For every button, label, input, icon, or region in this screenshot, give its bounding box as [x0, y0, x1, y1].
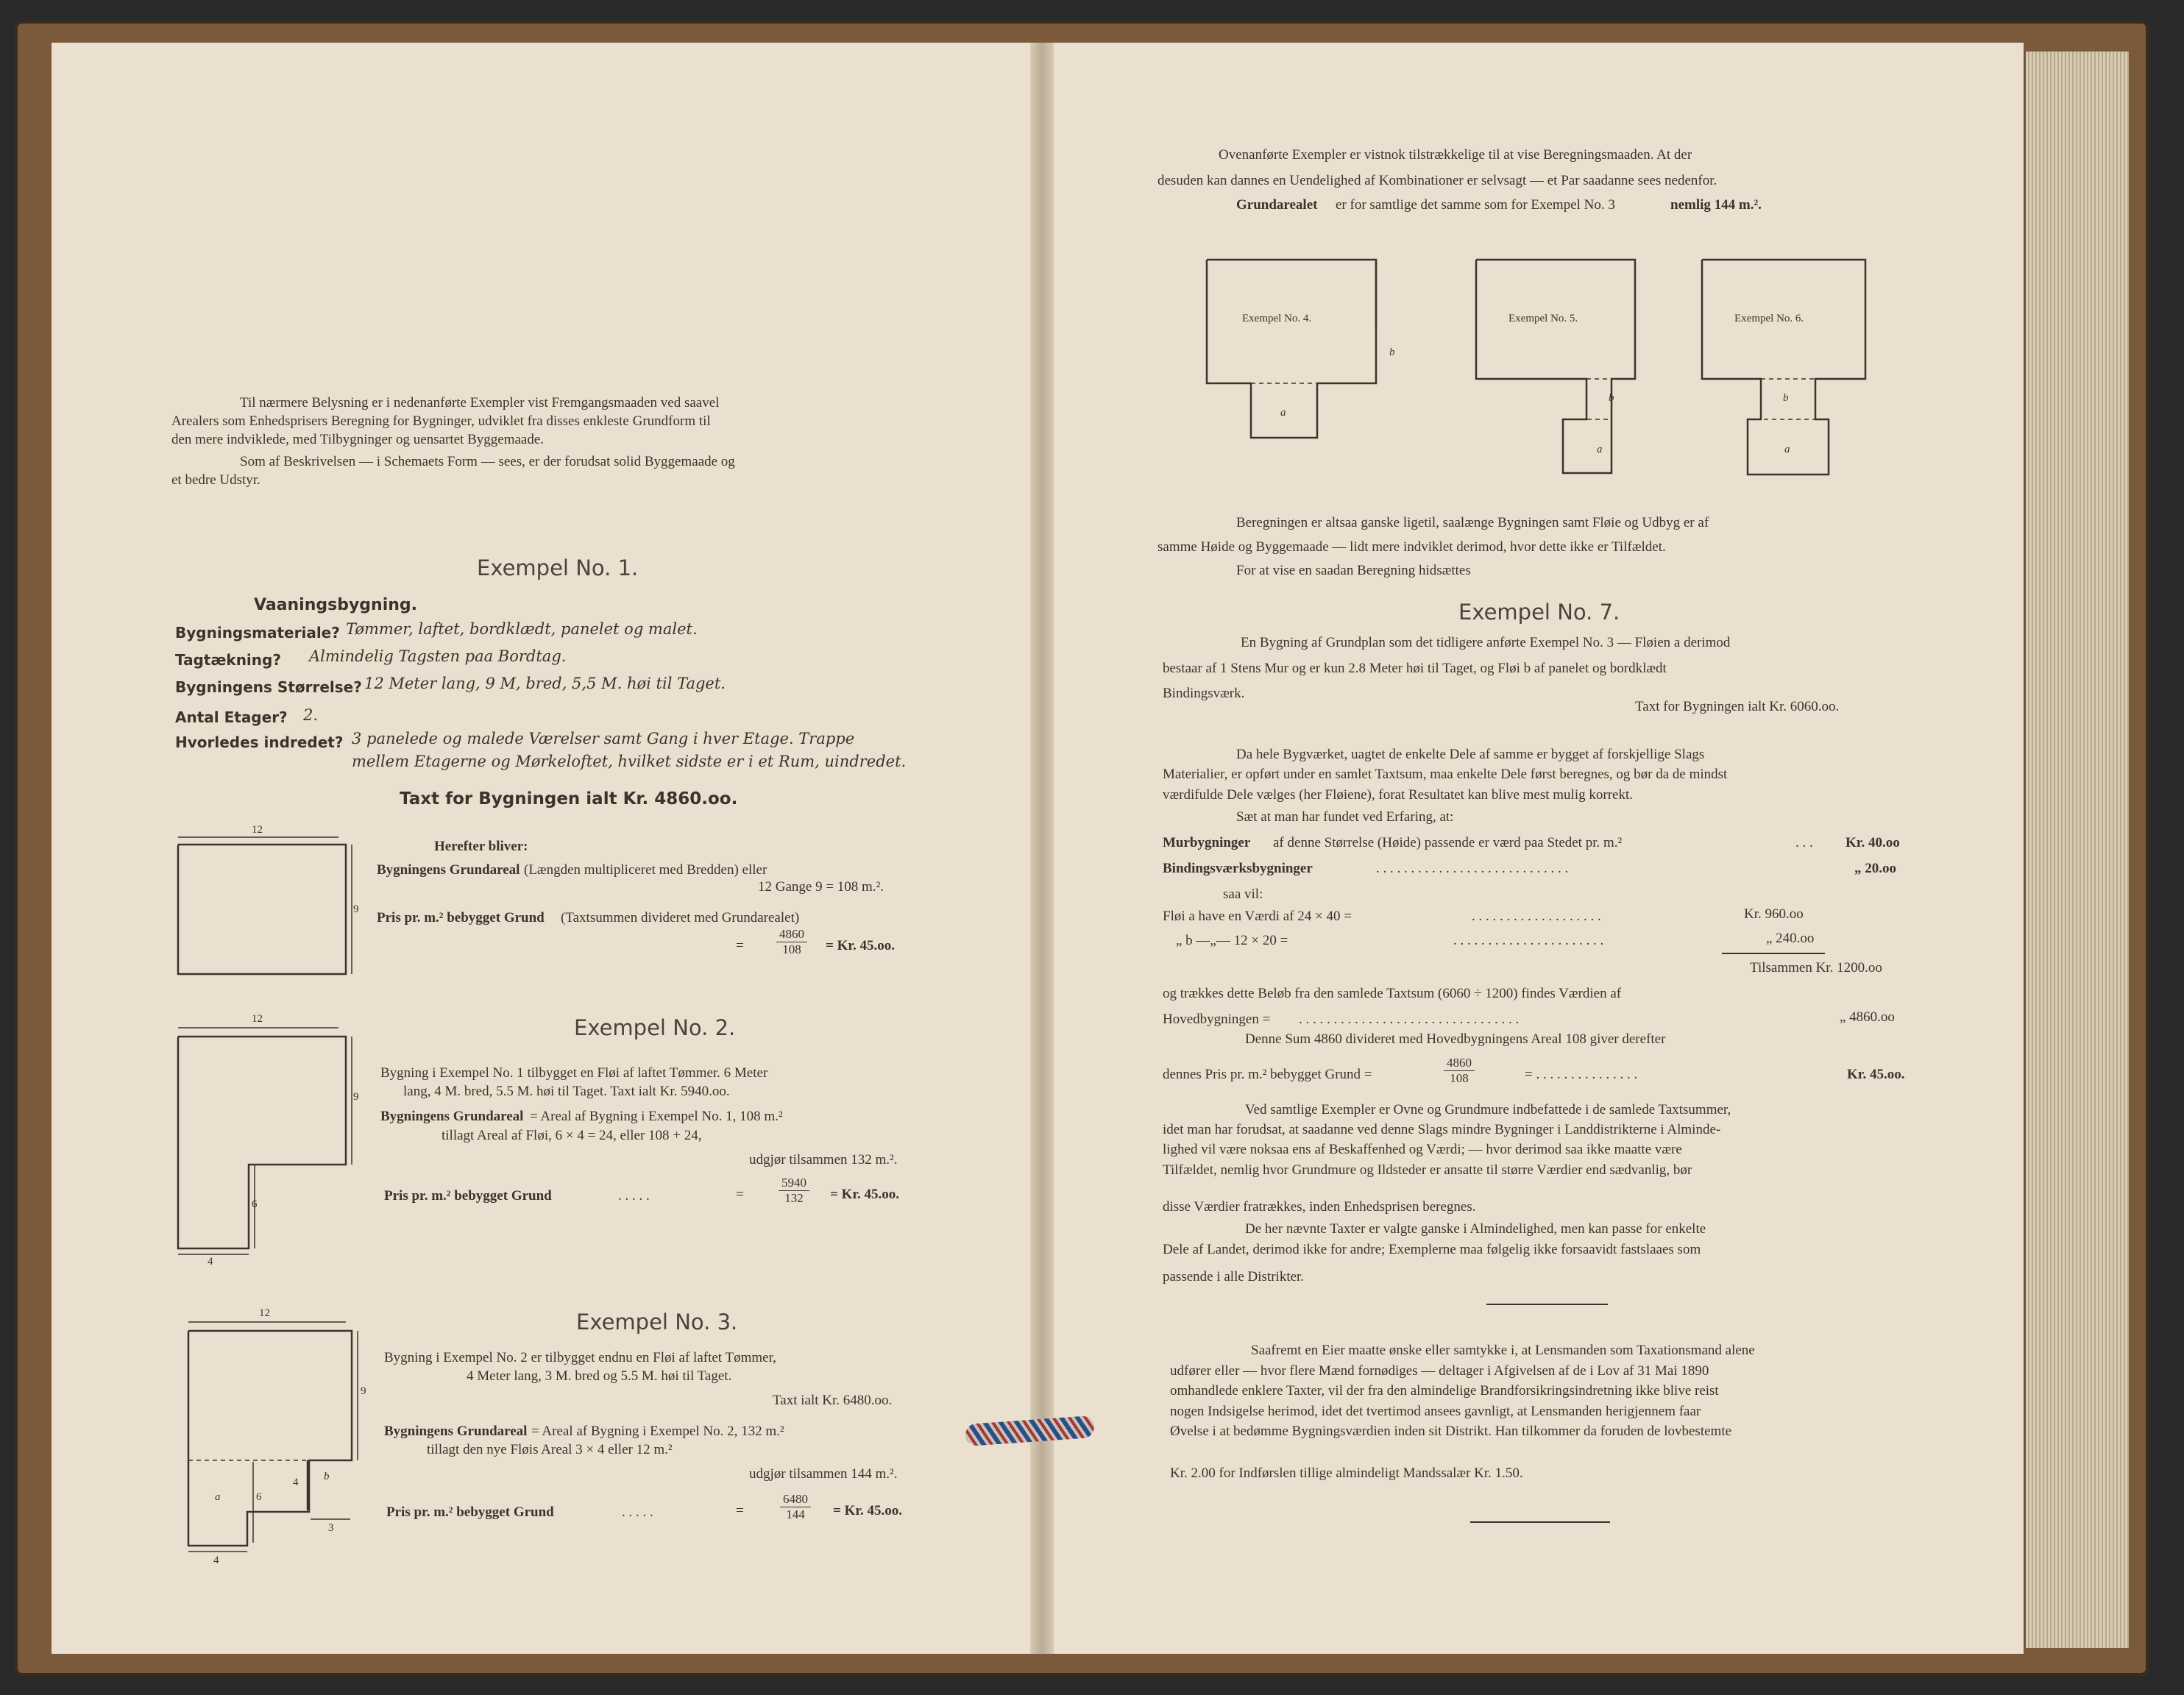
ex1-plan [169, 824, 368, 986]
p3-line: Da hele Bygværket, uagtet de enkelte Dele af samme er bygget af forskjellige Slags [1236, 747, 1705, 762]
p2-line: Beregningen er altsaa ganske ligetil, saalænge Bygningen samt Fløie og Udbyg er af [1236, 515, 1709, 530]
sum-rule [1722, 953, 1825, 954]
ex1-pris-text: (Taxtsummen divideret med Grundarealet) [561, 910, 800, 925]
intro-line: Arealers som Enhedsprisers Beregning for Bygninger, udviklet fra disses enkleste Grundform til [171, 413, 711, 429]
p4-line: passende i alle Distrikter. [1163, 1269, 1305, 1284]
ex3-title: Exempel No. 3. [576, 1310, 738, 1335]
plan-label: a [215, 1491, 221, 1503]
ex3-plan [177, 1306, 375, 1571]
ex7-taxt: Taxt for Bygningen ialt Kr. 6060.oo. [1635, 699, 1840, 714]
dim-label: 12 [252, 824, 263, 836]
p5-line: nogen Indsigelse herimod, idet det tvertimod ansees gavnligt, at Lensmanden herigjennem faar [1170, 1404, 1701, 1419]
ex3-line: udgjør tilsammen 144 m.². [749, 1466, 898, 1482]
floi-b-dots: . . . . . . . . . . . . . . . . . . . . . . [1453, 933, 1604, 948]
ex1-eq: = [736, 938, 744, 953]
ex1-q3: Bygningens Størrelse? [175, 678, 362, 696]
p5-line: Saafremt en Eier maatte ønske eller samtykke i, at Lensmanden som Taxationsmand alene [1251, 1343, 1755, 1358]
ex7-title: Exempel No. 7. [1458, 600, 1620, 625]
plan-title: Exempel No. 5. [1508, 313, 1578, 324]
bind-value: „ 20.oo [1854, 861, 1896, 876]
ex3-line: tillagt den nye Fløis Areal 3 × 4 eller 12 m.² [427, 1442, 673, 1457]
ex7-line: En Bygning af Grundplan som det tidligere anførte Exempel No. 3 — Fløien a derimod [1241, 635, 1731, 650]
ex2-line: tillagt Areal af Fløi, 6 × 4 = 24, eller 108 + 24, [442, 1128, 702, 1143]
trak-value: „ 4860.oo [1840, 1009, 1895, 1025]
dim-label: 9 [353, 903, 359, 915]
mur-dots: . . . [1795, 835, 1813, 850]
sum-dots: = . . . . . . . . . . . . . . . [1525, 1067, 1638, 1082]
ex1-a2: Almindelig Tagsten paa Bordtag. [309, 647, 567, 665]
p2-line: For at vise en saadan Beregning hidsættes [1236, 563, 1471, 578]
p4-line: Dele af Landet, derimod ikke for andre; Exemplerne maa følgelig ikke forsaavidt fastslaaes som [1163, 1242, 1701, 1257]
floi-b: „ b —„— 12 × 20 = [1176, 933, 1288, 948]
intro-line: et bedre Udstyr. [171, 472, 260, 488]
intro-line: Til nærmere Belysning er i nedenanførte Exempler vist Fremgangsmaaden ved saavel [240, 395, 720, 411]
bind-dots: . . . . . . . . . . . . . . . . . . . . . . . . . . . . [1376, 861, 1569, 876]
dim-label: 4 [293, 1477, 299, 1488]
p4-line: disse Værdier fratrækkes, inden Enhedsprisen beregnes. [1163, 1199, 1476, 1215]
ex2-eq: = [736, 1187, 744, 1202]
intro-line: den mere indviklede, med Tilbygninger og uensartet Byggemaade. [171, 432, 545, 447]
ex2-pris-label: Pris pr. m.² bebygget Grund [384, 1188, 552, 1204]
plan-label: b [1389, 347, 1395, 358]
ex1-q2: Tagtækning? [175, 651, 281, 669]
dim-label: 12 [252, 1013, 263, 1025]
fraction-numerator: 4860 [776, 927, 807, 942]
plan-label: b [324, 1471, 330, 1482]
dim-label: 4 [208, 1256, 213, 1268]
p5-line: Kr. 2.00 for Indførslen tillige almindeligt Mandssalær Kr. 1.50. [1170, 1465, 1523, 1481]
grund-rest: er for samtlige det samme som for Exempel No. 3 [1336, 197, 1615, 213]
ex3-grund-label: Bygningens Grundareal [384, 1424, 528, 1439]
ex1-pris-label: Pris pr. m.² bebygget Grund [377, 910, 545, 925]
p4-line: Ved samtlige Exempler er Ovne og Grundmure indbefattede i de samlede Taxtsummer, [1245, 1102, 1731, 1117]
ex1-a3: 12 Meter lang, 9 M, bred, 5,5 M. høi til Taget. [364, 675, 726, 692]
floi-b-value: „ 240.oo [1766, 931, 1815, 946]
ex1-q5: Hvorledes indredet? [175, 733, 344, 751]
section-rule [1486, 1304, 1608, 1305]
ex1-a5b: mellem Etagerne og Mørkeloftet, hvilket sidste er i et Rum, uindredet. [352, 753, 907, 770]
dim-label: 6 [256, 1491, 262, 1503]
fraction-numerator: 5940 [779, 1176, 809, 1191]
page-edges [2024, 51, 2129, 1648]
ex3-fraction [780, 1492, 811, 1522]
ex1-grund-label: Bygningens Grundareal [377, 862, 520, 878]
ex3-line: Bygning i Exempel No. 2 er tilbygget endnu en Fløi af laftet Tømmer, [384, 1350, 776, 1365]
saa-vil: saa vil: [1223, 886, 1263, 902]
grund-bold: Grundarealet [1236, 197, 1318, 213]
sum-line: Denne Sum 4860 divideret med Hovedbygningens Areal 108 giver derefter [1245, 1031, 1666, 1047]
tilsammen: Tilsammen Kr. 1200.oo [1750, 960, 1882, 976]
trak-dots: . . . . . . . . . . . . . . . . . . . . . . . . . . . . . . . . [1299, 1012, 1520, 1027]
ex1-q4: Antal Etager? [175, 708, 288, 726]
ex2-dots: . . . . . [618, 1188, 650, 1204]
p3-line: Sæt at man har fundet ved Erfaring, at: [1236, 809, 1454, 825]
ex3-pris-label: Pris pr. m.² bebygget Grund [386, 1504, 554, 1520]
right-intro-line: Ovenanførte Exempler er vistnok tilstrækkelige til at vise Beregningsmaaden. At der [1219, 147, 1692, 163]
ex2-title: Exempel No. 2. [574, 1015, 736, 1040]
plan-ex6 [1696, 254, 1873, 482]
ex1-grund-text: (Længden multipliceret med Bredden) eller [524, 862, 767, 878]
dim-label: 4 [213, 1554, 219, 1566]
ex2-grund-label: Bygningens Grundareal [380, 1109, 524, 1124]
plan-label: a [1280, 407, 1286, 419]
dim-label: 3 [328, 1522, 334, 1534]
ex2-result: = Kr. 45.oo. [830, 1187, 900, 1202]
plan-title: Exempel No. 4. [1242, 313, 1312, 324]
ex7-line: Bindingsværk. [1163, 686, 1245, 701]
plan-label: b [1783, 392, 1789, 404]
p5-line: Øvelse i at bedømme Bygningsværdien inden sit Distrikt. Han tilkommer da foruden de lovbestemte [1170, 1424, 1732, 1439]
p5-line: udfører eller — hvor flere Mænd fornødiges — deltager i Afgivelsen af de i Lov af 31 Mai 1890 [1170, 1363, 1709, 1379]
book-gutter [1030, 43, 1054, 1654]
ex3-dots: . . . . . [622, 1504, 653, 1520]
ex1-taxt: Taxt for Bygningen ialt Kr. 4860.oo. [400, 789, 738, 809]
p4-line: idet man har forudsat, at saadanne ved denne Slags mindre Bygninger i Landdistrikterne i Alminde- [1163, 1122, 1721, 1137]
fraction-numerator: 6480 [780, 1492, 811, 1507]
dim-label: 6 [252, 1198, 258, 1210]
ex1-fraction [776, 927, 807, 957]
ex2-line: Bygning i Exempel No. 1 tilbygget en Fløi af laftet Tømmer. 6 Meter [380, 1065, 768, 1081]
plan-title: Exempel No. 6. [1734, 313, 1804, 324]
ex2-line: udgjør tilsammen 132 m.². [749, 1152, 898, 1168]
ex2-line: lang, 4 M. bred, 5.5 M. høi til Taget. Taxt ialt Kr. 5940.oo. [403, 1084, 730, 1099]
plan-ex5 [1472, 254, 1648, 482]
p4-line: Tilfældet, nemlig hvor Grundmure og Ildsteder er ansatte til større Værdier end sædvanlig, bør [1163, 1162, 1692, 1178]
plan-label: b [1609, 392, 1614, 404]
ex2-fraction [779, 1176, 809, 1206]
floi-a-dots: . . . . . . . . . . . . . . . . . . . [1472, 909, 1601, 924]
p4-line: De her nævnte Taxter er valgte ganske i Almindelighed, men kan passe for enkelte [1245, 1221, 1706, 1237]
dim-label: 12 [259, 1307, 270, 1319]
fraction-numerator: 4860 [1444, 1056, 1475, 1071]
bind-label: Bindingsværksbygninger [1163, 861, 1313, 876]
intro-line: Som af Beskrivelsen — i Schemaets Form — sees, er der forudsat solid Byggemaade og [240, 454, 735, 469]
ex3-line: = Areal af Bygning i Exempel No. 2, 132 m.² [531, 1424, 784, 1439]
fraction-denominator: 108 [1450, 1071, 1469, 1085]
floi-a-value: Kr. 960.oo [1744, 906, 1804, 922]
ex3-eq: = [736, 1503, 744, 1518]
p4-line: lighed vil være noksaa ens af Beskaffenhed og Værdi; — hvor derimod saa ikke maatte være [1163, 1142, 1682, 1157]
end-rule [1470, 1521, 1610, 1523]
p5-line: omhandlede enklere Taxter, vil der fra den almindelige Brandforsikringsindretning ikke blive reist [1170, 1383, 1719, 1399]
ex1-subtitle: Vaaningsbygning. [254, 596, 418, 614]
p3-line: Materialier, er opført under en samlet Taxtsum, maa enkelte Dele først beregnes, og bør da de mindst [1163, 767, 1728, 782]
ex1-a5a: 3 panelede og malede Værelser samt Gang i hver Etage. Trappe [352, 730, 855, 747]
ex1-result: = Kr. 45.oo. [826, 938, 896, 953]
fraction-denominator: 132 [784, 1191, 804, 1205]
ex1-title: Exempel No. 1. [477, 555, 639, 580]
dim-label: 9 [361, 1385, 366, 1397]
sum-line: dennes Pris pr. m.² bebygget Grund = [1163, 1067, 1372, 1082]
p3-line: værdifulde Dele vælges (her Fløiene), forat Resultatet kan blive mest mulig korrekt. [1163, 787, 1633, 803]
sum-value: Kr. 45.oo. [1847, 1067, 1905, 1082]
ex1-hereafter: Herefter bliver: [434, 839, 528, 854]
ex3-line: 4 Meter lang, 3 M. bred og 5.5 M. høi til Taget. [467, 1368, 732, 1384]
ex7-line: bestaar af 1 Stens Mur og er kun 2.8 Meter høi til Taget, og Fløi b af panelet og bordklædt [1163, 661, 1667, 676]
ex1-a1: Tømmer, laftet, bordklædt, panelet og malet. [346, 620, 698, 638]
ex3-result: = Kr. 45.oo. [833, 1503, 903, 1518]
mur-value: Kr. 40.oo [1846, 835, 1900, 850]
trak-line: Hovedbygningen = [1163, 1012, 1271, 1027]
fraction-denominator: 108 [782, 942, 801, 956]
ex7-fraction [1444, 1056, 1475, 1086]
fraction-denominator: 144 [786, 1507, 805, 1521]
ex2-line: = Areal af Bygning i Exempel No. 1, 108 m.² [530, 1109, 783, 1124]
trak-line: og trækkes dette Beløb fra den samlede Taxtsum (6060 ÷ 1200) findes Værdien af [1163, 986, 1622, 1001]
mur-label: Murbygninger [1163, 835, 1251, 850]
grund-end: nemlig 144 m.². [1670, 197, 1762, 213]
ex2-plan [169, 1012, 368, 1268]
plan-label: a [1784, 444, 1790, 455]
right-intro-line: desuden kan dannes en Uendelighed af Kombinationer er selvsagt — et Par saadanne sees nedenfor. [1157, 173, 1717, 188]
ex1-q1: Bygningsmateriale? [175, 624, 340, 642]
ex1-grund-calc: 12 Gange 9 = 108 m.². [758, 879, 884, 895]
ex1-a4: 2. [303, 706, 319, 724]
floi-a: Fløi a have en Værdi af 24 × 40 = [1163, 909, 1352, 924]
plan-label: a [1597, 444, 1603, 455]
ex3-line: Taxt ialt Kr. 6480.oo. [773, 1393, 893, 1408]
p2-line: samme Høide og Byggemaade — lidt mere indviklet derimod, hvor dette ikke er Tilfældet. [1157, 539, 1666, 555]
dim-label: 9 [353, 1091, 359, 1103]
mur-text: af denne Størrelse (Høide) passende er værd paa Stedet pr. m.² [1273, 835, 1623, 850]
